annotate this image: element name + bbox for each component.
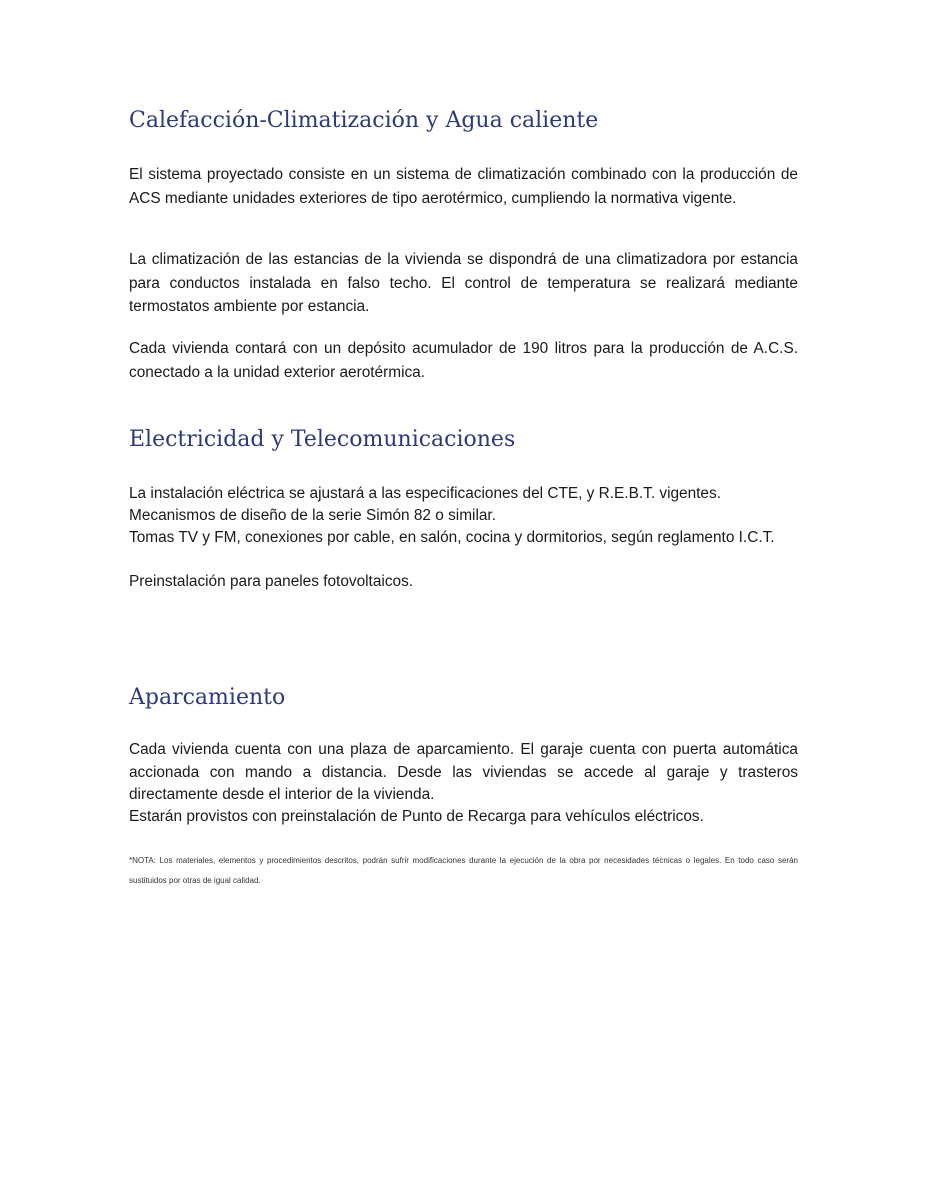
paragraph-climatization: La climatización de las estancias de la vivienda se dispondrá de una climatizadora por estancia para conductos instalada en falso techo. El control de temperatura se realizará mediante termostatos ambiente por estancia.	[129, 251, 798, 315]
footnote: *NOTA: Los materiales, elementos y procedimientos descritos, podrán sufrir modificaciones durante la ejecución de la obra por necesidades técnicas o legales. En todo caso serán sustituidos por otras de igual calidad.	[129, 856, 798, 885]
line-photovoltaic: Preinstalación para paneles fotovoltaicos.	[129, 573, 414, 590]
heading-heating: Calefacción-Climatización y Agua caliente	[129, 108, 599, 133]
paragraph-parking: Cada vivienda cuenta con una plaza de aparcamiento. El garaje cuenta con puerta automática accionada con mando a distancia. Desde las viviendas se accede al garaje y trasteros directamente desde el interior de la vivienda.	[129, 741, 798, 803]
line-charging-point: Estarán provistos con preinstalación de Punto de Recarga para vehículos eléctricos.	[129, 808, 704, 825]
paragraph-heating-system: El sistema proyectado consiste en un sistema de climatización combinado con la producción de ACS mediante unidades exteriores de tipo aerotérmico, cumpliendo la normativa vigente.	[129, 166, 798, 207]
line-electrical-installation: La instalación eléctrica se ajustará a las especificaciones del CTE, y R.E.B.T. vigentes.	[129, 485, 721, 502]
heading-electricity: Electricidad y Telecomunicaciones	[129, 427, 516, 452]
heading-parking: Aparcamiento	[129, 685, 286, 710]
line-mechanisms: Mecanismos de diseño de la serie Simón 82 o similar.	[129, 507, 496, 524]
paragraph-acs-tank: Cada vivienda contará con un depósito acumulador de 190 litros para la producción de A.C.S. conectado a la unidad exterior aerotérmica.	[129, 340, 798, 381]
paragraph-tv-fm: Tomas TV y FM, conexiones por cable, en salón, cocina y dormitorios, según reglamento I.C.T.	[129, 529, 775, 546]
